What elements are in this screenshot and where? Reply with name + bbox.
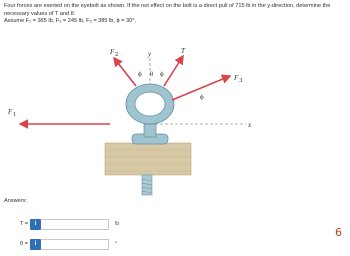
theta-answer-row [4, 237, 117, 251]
t-answer-label: T = [19, 221, 28, 227]
theta-label: θ [150, 72, 154, 78]
phi-lower-label: ϕ [200, 95, 204, 101]
f3-subscript: 3 [239, 78, 243, 84]
problem-line-1: Four forces are exerted on the eyebolt as shown. If the net effect on the bolt is a direct pull of 715 lb in the y-direction, determine the [4, 3, 331, 9]
info-icon[interactable]: i [30, 219, 41, 230]
wood-block [105, 143, 191, 175]
problem-line-2: necessary values of T and θ. [4, 10, 76, 17]
f2-label: F [110, 48, 115, 56]
t-answer-field[interactable] [41, 219, 109, 230]
eyebolt-figure [0, 40, 350, 220]
answers-heading: Answers: [4, 198, 28, 204]
t-label: T [181, 47, 185, 55]
info-icon[interactable]: i [30, 239, 41, 250]
x-axis-label: x [248, 121, 252, 129]
side-mark: 6 [335, 226, 342, 239]
problem-line-3: Assume F₁ = 365 lb, F₂ = 245 lb, F₃ = 385 lb, ϕ = 30°. [4, 18, 137, 25]
f2-subscript: 2 [115, 52, 119, 58]
phi-left-label: ϕ [138, 72, 142, 78]
phi-right-label: ϕ [160, 72, 164, 78]
t-answer-row [4, 217, 119, 231]
t-unit-label: lb [115, 221, 120, 227]
problem-statement [4, 3, 346, 26]
f1-subscript: 1 [13, 112, 17, 118]
theta-answer-field[interactable] [41, 239, 109, 250]
theta-unit-label: ° [115, 241, 118, 247]
f1-label: F [8, 108, 13, 116]
y-axis-label: y [148, 50, 152, 58]
eyebolt-neck [144, 124, 156, 137]
f3-label: F [234, 74, 239, 82]
theta-answer-label: θ = [20, 241, 28, 247]
